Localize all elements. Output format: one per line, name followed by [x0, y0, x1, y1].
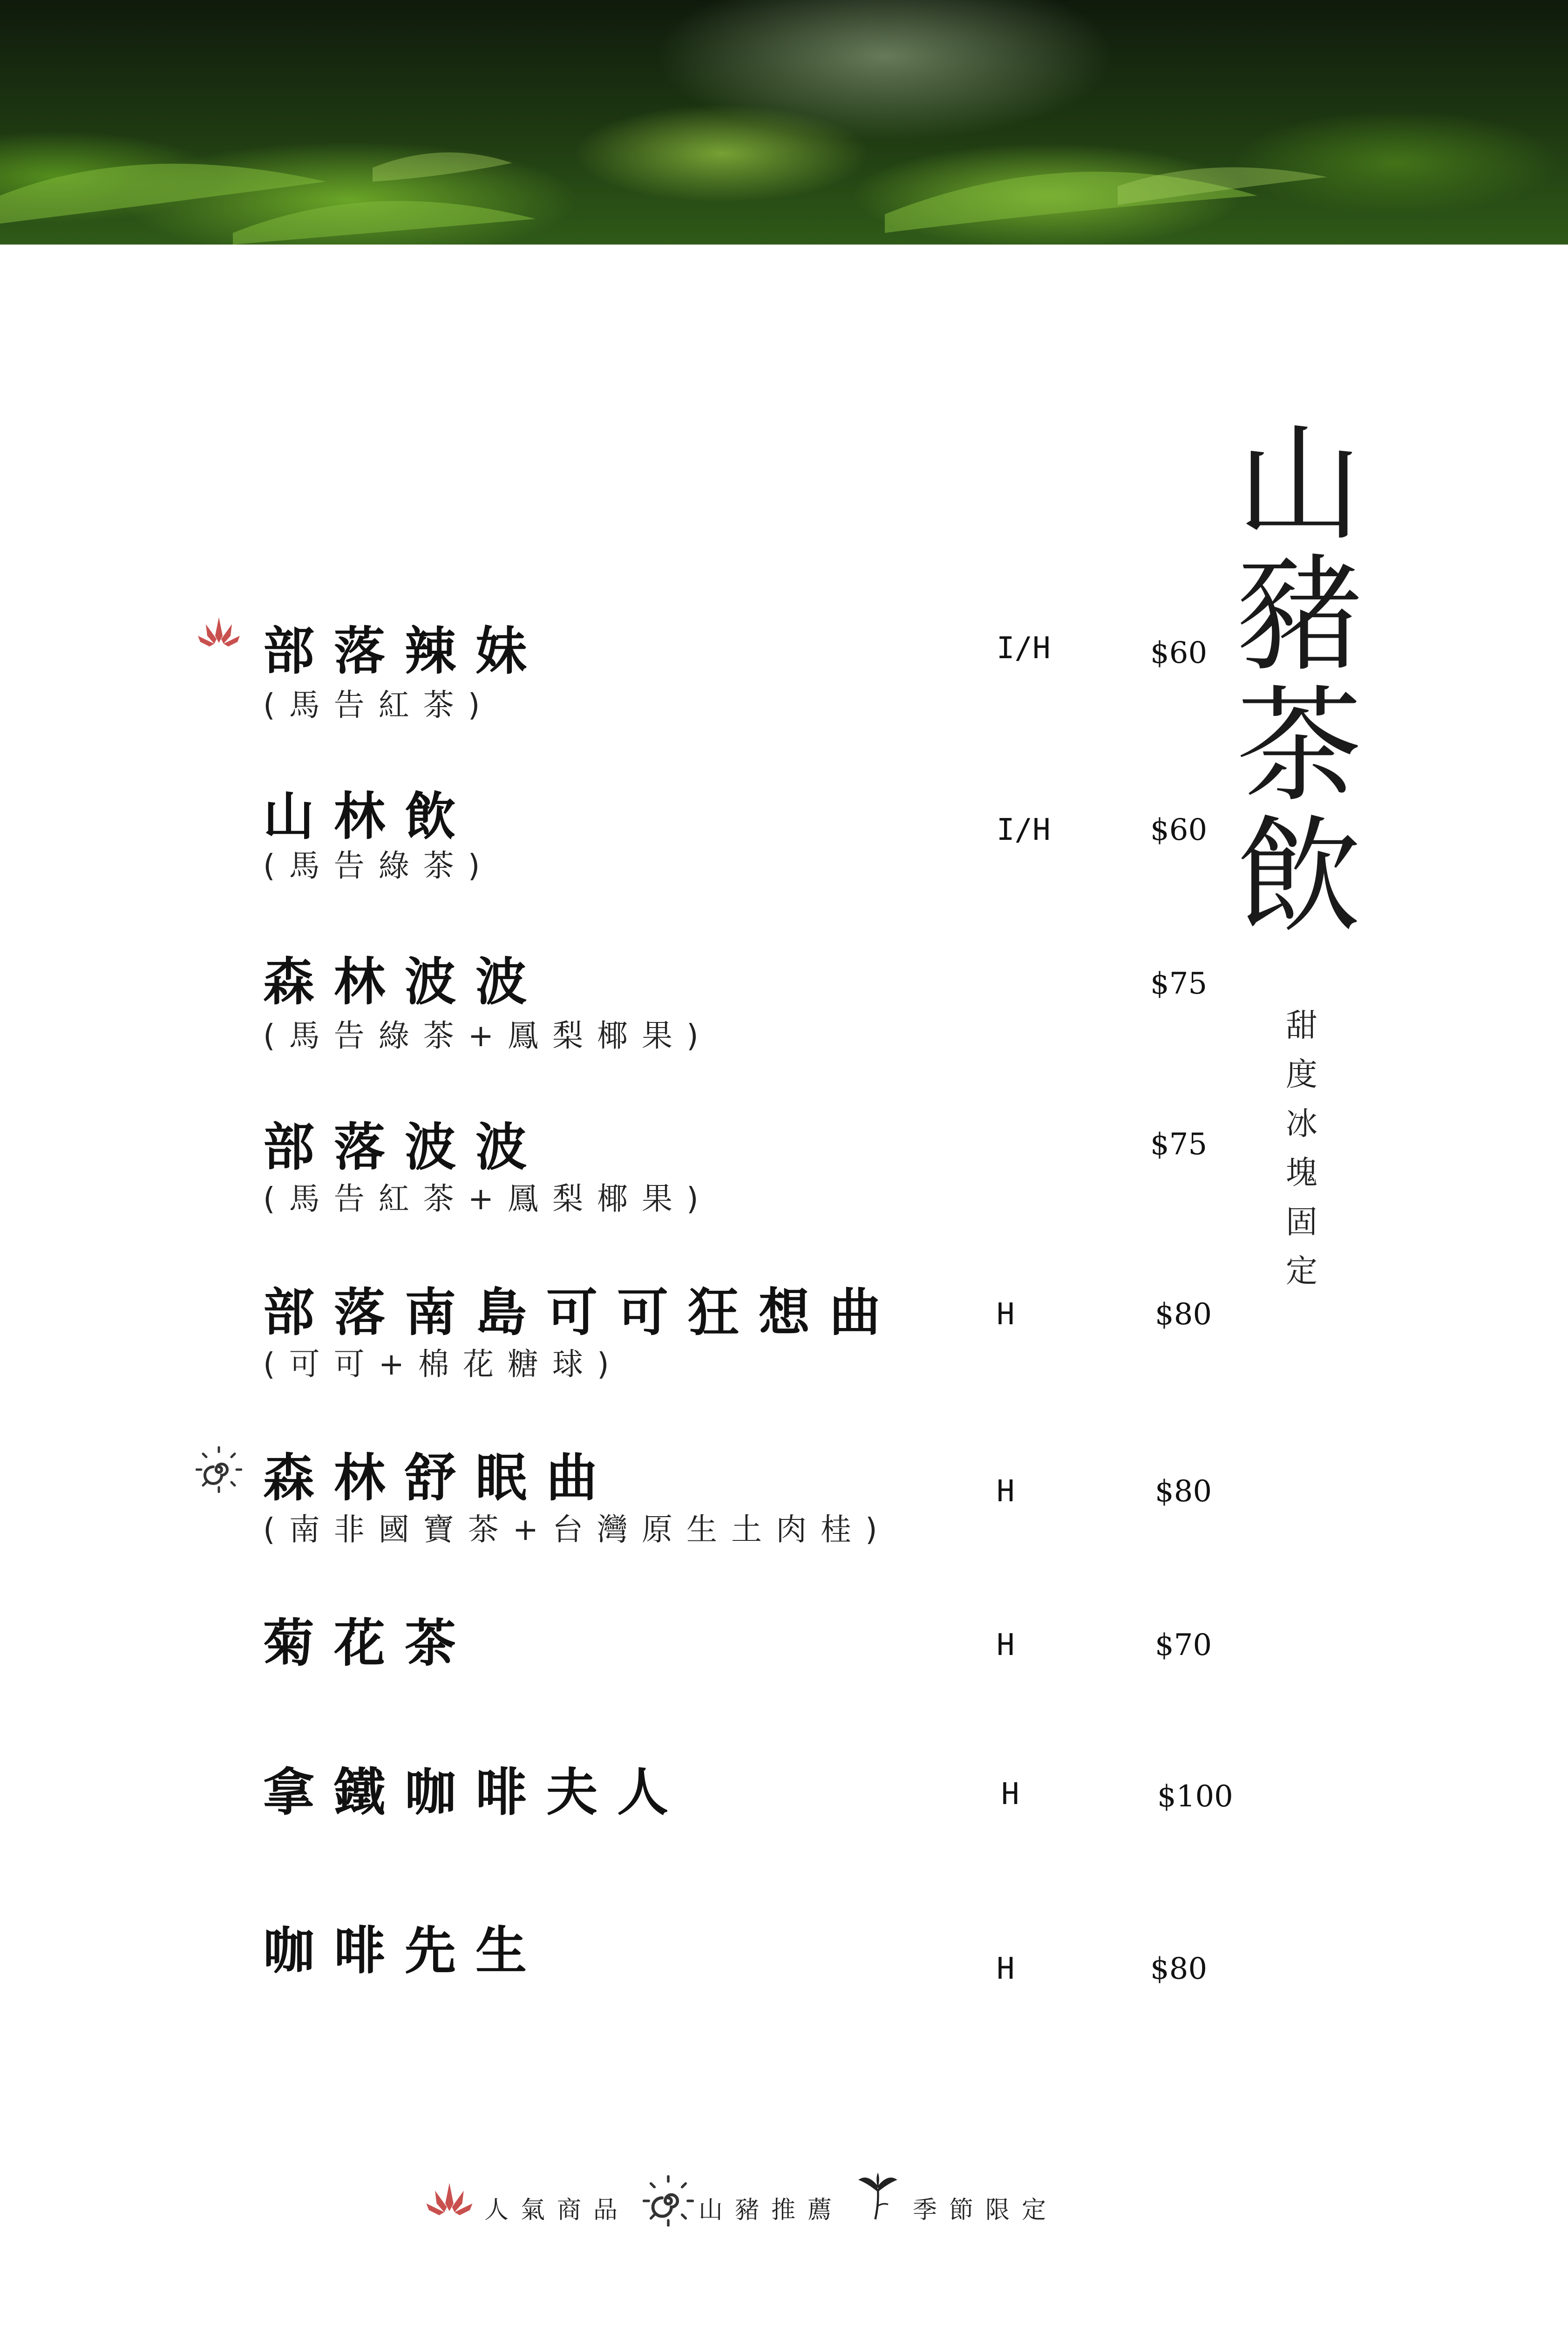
item-description: (可可+棉花糖球) [263, 1346, 623, 1382]
item-temperature: I/H [997, 813, 1051, 847]
badge-legend [424, 2175, 1076, 2231]
menu-item [0, 1272, 1568, 1411]
item-name: 咖啡先生 [263, 1921, 546, 1981]
title-char: 山 [1236, 411, 1362, 558]
item-description: (馬告綠茶+鳳梨椰果) [263, 1018, 713, 1054]
leaf-sprout-icon [852, 2171, 903, 2222]
item-name: 部落波波 [263, 1117, 546, 1177]
item-description: (南非國寶茶+台灣原生土肉桂) [263, 1512, 891, 1547]
item-description: (馬告紅茶) [263, 687, 494, 723]
item-name: 山林飲 [263, 787, 475, 846]
item-price: $80 [1155, 1297, 1212, 1332]
title-char: 茶 [1236, 672, 1362, 819]
menu-item [0, 1437, 1568, 1577]
menu-item [0, 610, 1568, 750]
fern-foliage-top [0, 0, 1568, 245]
menu-item [0, 1106, 1568, 1246]
item-temperature: H [997, 1474, 1015, 1509]
item-description: (馬告紅茶+鳳梨椰果) [263, 1181, 713, 1217]
item-price: $75 [1150, 1127, 1208, 1162]
note-char: 定 [1285, 1253, 1317, 1290]
item-name: 拿鐵咖啡夫人 [263, 1763, 688, 1822]
note-char: 甜 [1285, 1008, 1317, 1044]
item-name: 菊花茶 [263, 1614, 475, 1673]
legend-seasonal-label: 季節限定 [913, 2196, 1059, 2224]
top-forest-banner [0, 0, 1568, 245]
item-price: $80 [1155, 1474, 1212, 1509]
item-name: 部落辣妹 [263, 621, 546, 681]
item-temperature: H [997, 1628, 1015, 1662]
menu-item [0, 776, 1568, 915]
menu-item [0, 1602, 1568, 1742]
item-price: $60 [1150, 813, 1208, 847]
item-temperature: H [997, 1952, 1015, 1986]
title-char: 飲 [1236, 803, 1362, 950]
item-name: 森林舒眠曲 [263, 1448, 617, 1508]
item-price: $75 [1150, 967, 1208, 1001]
note-char: 度 [1285, 1056, 1317, 1094]
note-char: 塊 [1285, 1155, 1317, 1192]
item-price: $100 [1157, 1779, 1233, 1814]
item-description: (馬告綠茶) [263, 848, 494, 884]
legend-recommended-label: 山豬推薦 [699, 2196, 844, 2224]
menu-item [0, 1751, 1568, 1891]
item-temperature: H [997, 1297, 1015, 1332]
item-price: $70 [1155, 1628, 1212, 1662]
title-char: 豬 [1236, 541, 1362, 688]
item-price: $60 [1150, 636, 1208, 670]
flame-flower-icon [424, 2175, 475, 2227]
legend-popular-label: 人氣商品 [484, 2196, 630, 2224]
item-price: $80 [1150, 1952, 1208, 1986]
menu-item [0, 1910, 1568, 2050]
item-name: 森林波波 [263, 952, 546, 1012]
flame-flower-icon [196, 610, 242, 657]
spiral-sun-icon [196, 1446, 242, 1493]
note-char: 固 [1285, 1204, 1317, 1241]
item-temperature: H [1001, 1777, 1019, 1811]
item-name: 部落南島可可狂想曲 [263, 1283, 900, 1342]
item-temperature: I/H [997, 631, 1051, 666]
note-char: 冰 [1285, 1105, 1317, 1143]
spiral-sun-icon [643, 2175, 694, 2227]
menu-item [0, 941, 1568, 1081]
